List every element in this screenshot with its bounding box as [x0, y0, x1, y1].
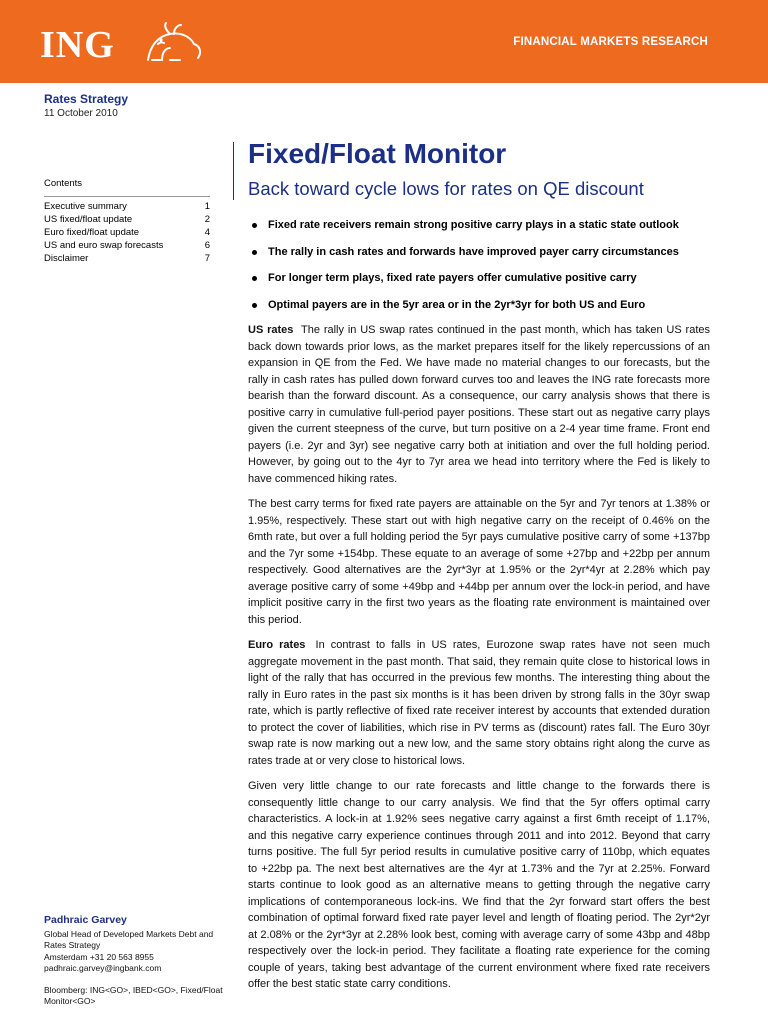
report-date: 11 October 2010: [44, 108, 118, 119]
toc-item-page: 1: [204, 201, 210, 212]
toc-item[interactable]: [44, 200, 210, 213]
key-point: [248, 271, 718, 298]
toc-item-page: 4: [204, 227, 210, 238]
bloomberg-codes: Bloomberg: ING<GO>, IBED<GO>, Fixed/Float Monitor<GO>: [44, 984, 223, 1006]
paragraph-text: The best carry terms for fixed rate payers are attainable on the 5yr and 7yr tenors at 1.38% or 1.95%, respectively. These start out with high negative carry on the receipt of 0.46% on the 6mth rate, but over a full holding period the 5yr pays cumulative positive carry of some +137bp and the 7yr some +154bp. These equate to an average of some +27bp and +22bp per annum respectively. Good alternatives are the 2yr*3yr at 1.95% or the 2yr*4yr at 2.28% which pay average positive carry of some +49bp and +44bp per annum over the lock-in period, and have implicit positive carry in the first two years as the floating rate environment is maintained over this period.: [248, 498, 710, 626]
toc-item[interactable]: [44, 226, 210, 239]
key-point-text: Fixed rate receivers remain strong positive carry plays in a static state outlook: [268, 219, 679, 231]
toc-item-label: Disclaimer: [44, 253, 89, 264]
bullet-icon: [252, 276, 257, 281]
page-subtitle: Back toward cycle lows for rates on QE discount: [248, 178, 644, 199]
table-of-contents: [44, 178, 210, 265]
page-title: Fixed/Float Monitor: [248, 138, 507, 169]
paragraph: [248, 637, 710, 769]
bullet-icon: [252, 223, 257, 228]
brand-logo-text: ING: [40, 24, 115, 66]
author-name: Padhraic Garvey: [44, 914, 127, 926]
bullet-icon: [252, 303, 257, 308]
toc-item[interactable]: [44, 213, 210, 226]
toc-item-page: 7: [204, 253, 210, 264]
author-block: [44, 915, 224, 1008]
section-label: Rates Strategy: [44, 92, 129, 106]
lion-logo-icon: [140, 20, 206, 66]
toc-item-label: US and euro swap forecasts: [44, 240, 164, 251]
key-point-text: The rally in cash rates and forwards have improved payer carry circumstances: [268, 245, 679, 258]
key-point: [248, 218, 718, 245]
key-point: [248, 298, 718, 325]
author-phone: Amsterdam +31 20 563 8955: [44, 951, 154, 962]
author-role: Global Head of Developed Markets Debt and Rates Strategy: [44, 928, 214, 950]
title-divider: [233, 142, 234, 200]
header-tagline: FINANCIAL MARKETS RESEARCH: [513, 36, 708, 48]
toc-item-label: US fixed/float update: [44, 214, 133, 225]
key-point-text: Optimal payers are in the 5yr area or in the 2yr*3yr for both US and Euro: [268, 298, 646, 311]
paragraph-lead: Euro rates: [248, 639, 306, 651]
key-point: [248, 245, 718, 272]
toc-item[interactable]: [44, 252, 210, 265]
bullet-icon: [252, 250, 257, 255]
paragraph: [248, 496, 710, 628]
paragraph-text: The rally in US swap rates continued in the past month, which has taken US rates back down towards prior lows, as the market prepares itself for the likely repercussions of an expansion in QE from the Fed. We have made no material changes to our forecasts, but the rally in cash rates has pulled down forward curves too and leaves the ING rate forecasts more bearish than the forward discount. As a consequence, our carry analysis shows that there is positive carry in cumulative full-period payer positions. These start out as negative carry plays given the current steepness of the curve, but turn positive on a 2-4 year time frame. Front end payers (i.e. 2yr and 3yr) see negative carry both at initiation and over the full holding period. However, by going out to the 4yr to 7yr area we head into territory where the Fed is likely to have commenced hiking rates.: [248, 324, 710, 485]
toc-item-label: Euro fixed/float update: [44, 227, 140, 238]
body-text: [248, 322, 710, 1002]
toc-item-page: 6: [204, 240, 210, 251]
toc-item-page: 2: [204, 214, 210, 225]
paragraph: [248, 778, 710, 993]
key-point-text: For longer term plays, fixed rate payers offer cumulative positive carry: [268, 272, 637, 284]
contents-title: Contents: [44, 178, 210, 197]
paragraph-lead: US rates: [248, 324, 294, 336]
key-points-list: [248, 218, 718, 324]
author-email[interactable]: padhraic.garvey@ingbank.com: [44, 963, 162, 973]
header-banner: [0, 0, 768, 83]
paragraph-text: In contrast to falls in US rates, Eurozone swap rates have not seen much aggregate movement in the past month. That said, they remain quite close to historical lows in light of the rally that has occurred in the previous few months. The interesting thing about the rally in Euro rates in the past six months is it has been driven by strong falls in the 30yr swap rate, which is partly reflective of fixed rate receiver interest by accounts that extended duration to protect the cover of liabilities, which rise in PV terms as (discount) rates fall. The Euro 30yr swap rate is now marking out a new low, and the same story obtains right along the curve as rates trade at or very close to historical lows.: [248, 639, 710, 767]
paragraph: [248, 322, 710, 487]
toc-item-label: Executive summary: [44, 201, 127, 212]
toc-item[interactable]: [44, 239, 210, 252]
paragraph-text: Given very little change to our rate forecasts and little change to the forwards there is consequently little change to our carry analysis. We find that the 5yr offers optimal carry characteristics. A lock-in at 1.92% sees negative carry against a first 6mth receipt of 1.17%, and this negative carry experience continues through 2011 and into 2012. Beyond that carry turns positive. The full 5yr period results in cumulative positive carry of 110bp, which equates to +22bp pa. The next best alternatives are the 4yr at 1.73% and the 7yr at 2.25%. Forward starts continue to look good as an alternative means to getting through the negative carry implications of contemporaneous lock-ins. We find that the 2yr forward start offers the best combination of optimal forward fixed rate payer level and length of floating period. The 2yr*2yr at 2.08% or the 2yr*3yr at 2.28% look best, coming with average carry of some 43bp and 48bp respectively over the lock-in period. They facilitate a floating rate experience for the coming couple of years, taking best advantage of the current environment where fixed rate receivers offer the best static state carry conditions.: [248, 780, 710, 990]
